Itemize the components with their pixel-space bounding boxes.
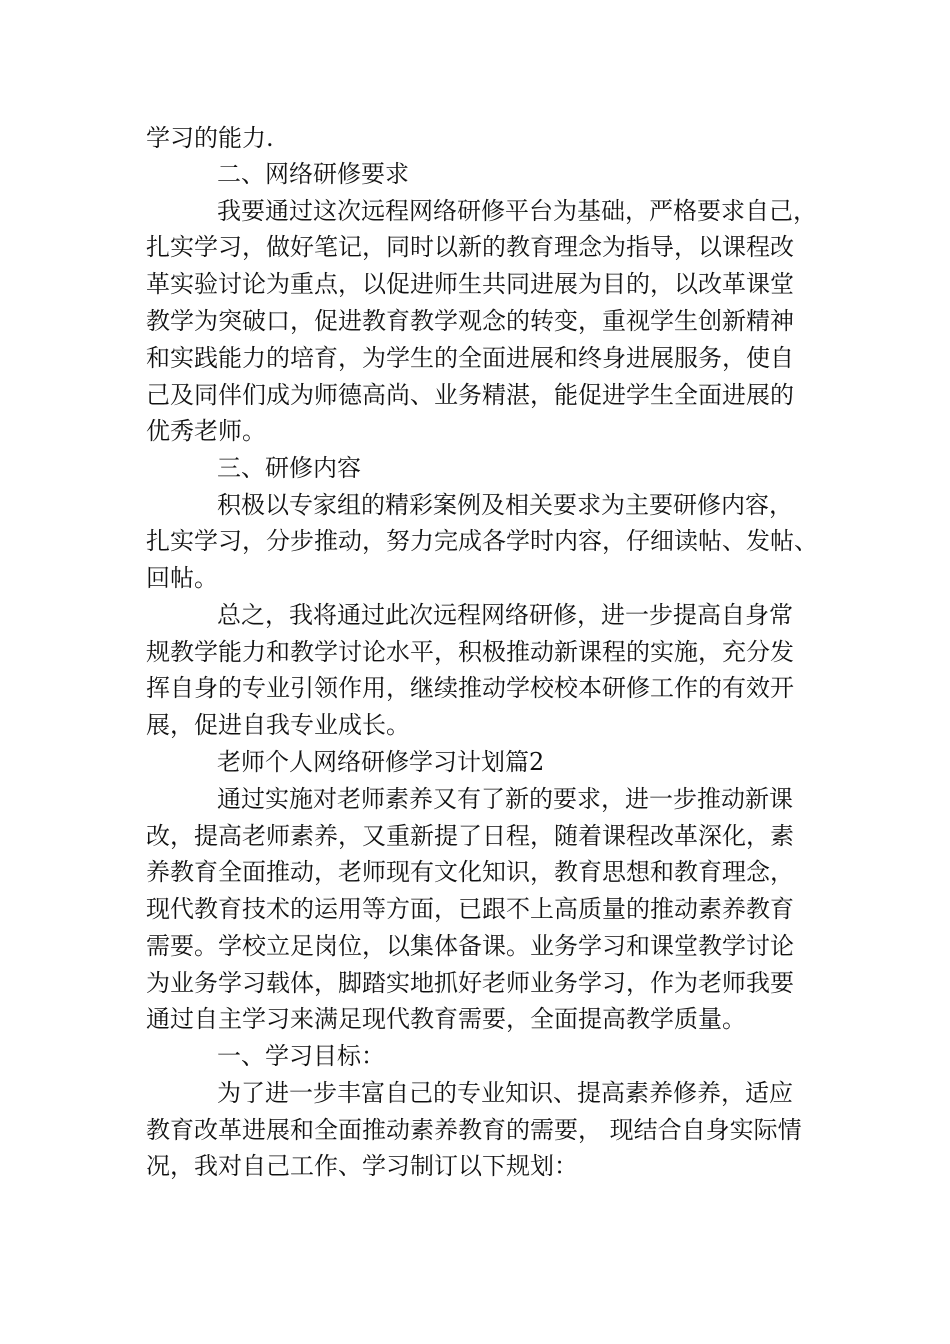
- text-line: [0, 891, 950, 927]
- text-line: [0, 707, 950, 743]
- text-line-content: 通过实施对老师素养又有了新的要求，进一步推动新课: [217, 785, 793, 813]
- text-line-content: 我要通过这次远程网络研修平台为基础，严格要求自己，: [217, 197, 817, 225]
- text-line: [0, 670, 950, 706]
- section-heading: [0, 1038, 950, 1074]
- section-heading-text: 三、研修内容: [217, 454, 361, 482]
- text-line: [0, 965, 950, 1001]
- text-line: [0, 928, 950, 964]
- text-line-content: 革实验讨论为重点，以促进师生共同进展为目的，以改革课堂: [146, 270, 794, 298]
- section-heading-text: 二、网络研修要求: [217, 160, 409, 188]
- text-line-content: 为业务学习载体，脚踏实地抓好老师业务学习，作为老师我要: [146, 969, 794, 997]
- text-line-content: 和实践能力的培育，为学生的全面进展和终身进展服务，使自: [146, 344, 794, 372]
- text-line-content: 教学为突破口，促进教育教学观念的转变，重视学生创新精神: [146, 307, 794, 335]
- text-line: [0, 1112, 950, 1148]
- text-line-content: 回帖。: [146, 564, 218, 592]
- text-line: [0, 193, 950, 229]
- text-line: [0, 120, 950, 156]
- section-heading-text: 一、学习目标：: [217, 1042, 385, 1070]
- text-line: [0, 854, 950, 890]
- text-line-content: 学习的能力.: [146, 124, 274, 152]
- text-line: [0, 487, 950, 523]
- text-line-content: 规教学能力和教学讨论水平，积极推动新课程的实施，充分发: [146, 638, 794, 666]
- text-line-content: 改，提高老师素养，又重新提了日程，随着课程改革深化，素: [146, 822, 794, 850]
- text-line-content: 通过自主学习来满足现代教育需要，全面提高教学质量。: [146, 1005, 746, 1033]
- text-line-content: 优秀老师。: [146, 417, 266, 445]
- text-line-content: 总之，我将通过此次远程网络研修，进一步提高自身常: [217, 601, 793, 629]
- text-line-content: 需要。学校立足岗位，以集体备课。业务学习和课堂教学讨论: [146, 932, 794, 960]
- text-line: [0, 523, 950, 559]
- section-heading: [0, 156, 950, 192]
- text-line-content: 己及同伴们成为师德高尚、业务精湛，能促进学生全面进展的: [146, 381, 794, 409]
- text-line: [0, 229, 950, 265]
- text-line: [0, 1075, 950, 1111]
- section-heading: [0, 450, 950, 486]
- text-line: [0, 303, 950, 339]
- text-line: [0, 377, 950, 413]
- text-line-content: 现代教育技术的运用等方面，已跟不上高质量的推动素养教育: [146, 895, 794, 923]
- text-line-content: 养教育全面推动，老师现有文化知识，教育思想和教育理念，: [146, 858, 794, 886]
- text-line-content: 展，促进自我专业成长。: [146, 711, 410, 739]
- text-line-content: 扎实学习，做好笔记，同时以新的教育理念为指导，以课程改: [146, 233, 794, 261]
- text-line: [0, 1148, 950, 1184]
- text-line: [0, 781, 950, 817]
- text-line-content: 积极以专家组的精彩案例及相关要求为主要研修内容，: [217, 491, 793, 519]
- text-line: [0, 340, 950, 376]
- text-line-content: 教育改革进展和全面推动素养教育的需要， 现结合自身实际情: [146, 1116, 802, 1144]
- document-title-text: 老师个人网络研修学习计划篇2: [217, 748, 545, 776]
- text-line-content: 扎实学习，分步推动，努力完成各学时内容，仔细读帖、发帖、: [146, 527, 818, 555]
- text-line: [0, 818, 950, 854]
- text-line: [0, 413, 950, 449]
- text-line: [0, 597, 950, 633]
- text-line: [0, 634, 950, 670]
- text-line-content: 为了进一步丰富自己的专业知识、提高素养修养，适应: [217, 1079, 793, 1107]
- document-title: [0, 744, 950, 780]
- text-line-content: 况，我对自己工作、学习制订以下规划：: [146, 1152, 578, 1180]
- text-line: [0, 1001, 950, 1037]
- text-line: [0, 266, 950, 302]
- text-line-content: 挥自身的专业引领作用，继续推动学校校本研修工作的有效开: [146, 674, 794, 702]
- text-line: [0, 560, 950, 596]
